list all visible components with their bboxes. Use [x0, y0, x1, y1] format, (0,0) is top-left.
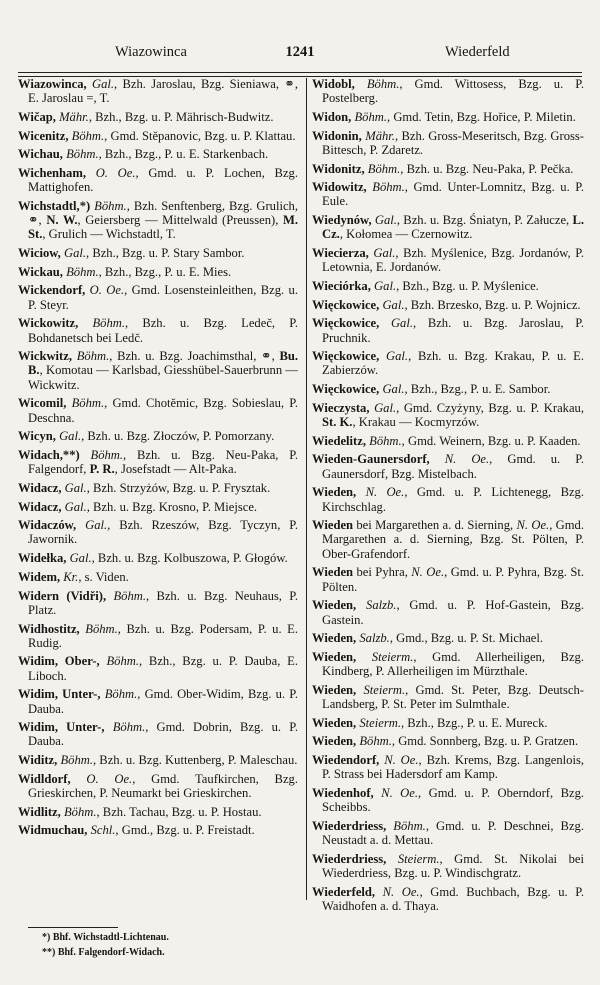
entry-headword: Widldorf,: [18, 771, 71, 786]
entry-text: [80, 448, 91, 462]
gazetteer-entry: [18, 551, 298, 565]
entry-region: Gal.: [390, 316, 413, 331]
entry-text: , Gmd. u. P. Pyhra, Bzg. St. Pölten.: [322, 565, 584, 594]
gazetteer-entry: [18, 500, 298, 514]
entry-region: Böhm.: [372, 180, 405, 195]
entry-region: Böhm.: [71, 128, 105, 143]
entry-region: N. Oe.: [516, 518, 550, 533]
entry-region: Böhm.: [104, 687, 138, 702]
entry-region: Gal.: [373, 246, 396, 261]
gazetteer-entry: [18, 77, 298, 105]
entry-headword: Wickwitz,: [18, 349, 72, 364]
entry-text: , Bzh. u. Bzg. Krakau, P. u. E. Zabierzów.: [322, 349, 584, 378]
entry-text: , Gmd. u. P. Lichtenegg, Bzg. Kirchschlag.: [322, 485, 584, 514]
gazetteer-entry: [312, 401, 584, 429]
entry-text: , Bzh., Bzg., P. u. E. Mureck.: [400, 715, 548, 730]
entry-railway: Bu. B.: [28, 349, 298, 378]
entry-headword: Więckowice,: [312, 349, 380, 364]
footnote-2: **) Bhf. Falgendorf-Widach.: [42, 947, 165, 958]
entry-headword: Wiedendorf,: [312, 753, 380, 768]
gazetteer-entry: [18, 265, 298, 279]
entry-headword: Widonin,: [312, 128, 362, 143]
entry-text: , Bzh. u. Bzg. Złoczów, P. Pomorzany.: [81, 429, 275, 444]
entry-region: Gal.: [64, 499, 87, 514]
entry-text: , Kołomea — Czernowitz.: [339, 227, 473, 242]
gazetteer-entry: [18, 823, 298, 837]
gazetteer-entry: [312, 162, 584, 176]
entry-text: , Bzh. u. Bzg. Neu-Paka, P. Pečka.: [400, 161, 574, 176]
gazetteer-entry: [18, 448, 298, 476]
gazetteer-entry: [312, 452, 584, 480]
gazetteer-entry: [18, 147, 298, 161]
right-column: [312, 77, 584, 918]
entry-text: , Bzh., Bzg. u. P. Myślenice.: [396, 278, 539, 293]
entry-region: Schl.: [90, 823, 116, 838]
entry-text: [76, 518, 85, 532]
gazetteer-entry: [18, 110, 298, 124]
entry-text: [375, 885, 383, 899]
entry-region: Gal.: [69, 551, 92, 566]
entry-text: , Bzh., Bzg., P. u. E. Mies.: [98, 264, 232, 279]
entry-headword: Wieden,: [312, 485, 357, 500]
entry-railway: N. W.: [46, 213, 78, 228]
entry-region: N. Oe.: [411, 565, 445, 580]
entry-text: [86, 166, 96, 180]
entry-headword: Widonitz,: [312, 161, 365, 176]
entry-region: Gal.: [382, 297, 405, 312]
gazetteer-entry: [312, 180, 584, 208]
entry-headword: Wickowitz,: [18, 316, 79, 331]
gazetteer-entry: [312, 598, 584, 626]
entry-region: Böhm.: [367, 161, 401, 176]
gazetteer-entry: [18, 246, 298, 260]
entry-headword: Widacz,: [18, 480, 62, 495]
gazetteer-entry: [312, 485, 584, 513]
entry-text: , Bzh. Rzeszów, Bzg. Tyczyn, P. Jawornik.: [28, 518, 298, 547]
entry-headword: Widem,: [18, 569, 61, 584]
entry-text: , Bzh. u. Bzg. Neu-Paka, P. Falgendorf,: [28, 447, 298, 477]
gazetteer-entry: [312, 110, 584, 124]
entry-region: Gal.: [63, 246, 87, 261]
gazetteer-entry: [312, 246, 584, 274]
entry-region: Gal.: [64, 480, 87, 495]
entry-region: Steierm.: [371, 649, 414, 664]
gazetteer-entry: [312, 885, 584, 913]
gazetteer-entry: [18, 349, 298, 392]
entry-headword: Widlitz,: [18, 804, 61, 819]
entry-text: , Gmd., Bzg. u. P. Freistadt.: [115, 823, 255, 838]
entry-region: Böhm.: [106, 654, 139, 669]
entry-headword: Więckowice,: [312, 316, 380, 331]
entry-text: [430, 452, 445, 466]
entry-text: , Gmd. Taufkirchen, Bzg. Grieskirchen, P. Neumarkt bei Grieskirchen.: [28, 771, 298, 801]
gazetteer-entry: [18, 753, 298, 767]
entry-region: Gal.: [92, 77, 115, 91]
entry-text: , Gmd. St. Nikolai bei Wiederdriess, Bzg. u. P. Windischgratz.: [322, 851, 584, 881]
entry-text: , Bzh. Krems, Bzg. Langenlois, P. Strass bei Hadersdorf am Kamp.: [322, 753, 584, 782]
entry-region: Gal.: [374, 213, 397, 228]
entry-headword: Widełka,: [18, 551, 67, 566]
entry-headword: Widitz,: [18, 753, 58, 768]
entry-text: , Bzh., Bzg. u. P. Dauba, E. Liboch.: [28, 654, 298, 683]
gazetteer-entry: [312, 434, 584, 448]
entry-text: , Gmd. u. P. Gaunersdorf, Bzg. Mistelbach.: [322, 452, 585, 481]
gazetteer-entry: [18, 316, 298, 344]
entry-text: , Gmd. Allerheiligen, Bzg. Kindberg, P. Allerheiligen im Mürzthale.: [322, 649, 584, 679]
entry-region: Kr.: [63, 569, 79, 584]
entry-text: , Gmd. Wittosess, Bzg. u. P. Postelberg.: [322, 77, 584, 106]
entry-headword: Widern (Vidři),: [18, 588, 107, 603]
entry-region: Böhm.: [66, 264, 99, 279]
header-rule: [18, 72, 582, 73]
entry-headword: Widobl,: [312, 77, 355, 91]
gazetteer-entry: [18, 622, 298, 650]
gazetteer-entry: [312, 298, 584, 312]
entry-text: , Gmd. Unter-Lomnitz, Bzg. u. P. Eule.: [322, 180, 585, 209]
entry-region: Steierm.: [359, 715, 401, 730]
entry-region: Mähr.: [59, 109, 89, 124]
entry-headword: Widaczów,: [18, 518, 77, 533]
gazetteer-entry: [18, 166, 298, 194]
gazetteer-entry: [312, 786, 584, 814]
entry-railway: M. St.: [28, 213, 299, 242]
entry-text: , Gmd. Dobrin, Bzg. u. P. Dauba.: [28, 720, 298, 749]
header-left-keyword: Wiazowinca: [115, 44, 187, 60]
entry-text: , Gmd. u. P. Deschnei, Bzg. Neustadt a. d. Mettau.: [322, 818, 584, 848]
entry-headword: Widim, Unter-,: [18, 720, 105, 735]
gazetteer-entry: [18, 396, 298, 424]
gazetteer-entry: [18, 199, 298, 242]
entry-region: Gal.: [374, 278, 397, 293]
entry-headword: Widon,: [312, 109, 352, 124]
gazetteer-entry: [312, 734, 584, 748]
entry-region: Gal.: [85, 518, 108, 533]
entry-headword: Widacz,: [18, 499, 62, 514]
entry-headword: Widim, Ober-,: [18, 654, 100, 669]
entry-region: Gal.: [59, 429, 82, 444]
entry-text: , Gmd. Losensteinleithen, Bzg. u. P. Steyr.: [28, 283, 298, 312]
entry-headword: Wiederdriess,: [312, 851, 387, 866]
entry-region: Salzb.: [366, 598, 397, 613]
entry-region: Böhm.: [71, 396, 105, 411]
entry-text: , Grulich — Wichstadtl, T.: [42, 227, 176, 242]
entry-region: Böhm.: [112, 720, 146, 735]
entry-region: Böhm.: [366, 77, 400, 91]
entry-text: , Gmd. Czyżyny, Bzg. u. P. Krakau,: [396, 400, 584, 415]
entry-text: , Krakau — Kocmyrzów.: [352, 415, 480, 430]
entry-region: N. Oe.: [365, 485, 405, 500]
entry-region: Böhm.: [369, 433, 402, 448]
entry-text: [105, 720, 113, 734]
entry-text: , Bzh. u. Bzg. Ledeč, P. Bohdanetsch bei Ledč.: [28, 316, 298, 345]
entry-text: , Gmd. Stěpanovic, Bzg. u. P. Klattau.: [104, 128, 296, 143]
entry-region: O. Oe.: [86, 771, 133, 786]
gazetteer-entry: [18, 687, 298, 715]
entry-text: [356, 598, 366, 612]
gazetteer-entry: [312, 279, 584, 293]
entry-headword: Wieden: [312, 565, 354, 580]
entry-headword: Więckowice,: [312, 297, 380, 312]
entry-headword: Widhostitz,: [18, 621, 80, 636]
entry-headword: Wichau,: [18, 147, 63, 162]
entry-text: , Josefstadt — Alt-Paka.: [114, 462, 237, 477]
entry-text: , Gmd. Tetin, Bzg. Hořice, P. Miletin.: [387, 109, 576, 124]
entry-headword: Więckowice,: [312, 382, 380, 397]
footnote-1: *) Bhf. Wichstadtl-Lichtenau.: [42, 932, 169, 943]
left-column: [18, 77, 298, 842]
entry-text: , Gmd., Bzg. u. P. St. Michael.: [389, 631, 544, 646]
entry-text: , Bzh. Brzesko, Bzg. u. P. Wojnicz.: [404, 297, 581, 312]
gazetteer-entry: [312, 631, 584, 645]
entry-region: Böhm.: [76, 349, 110, 364]
entry-text: , Bzh., Bzg., P. u. E. Starkenbach.: [98, 147, 269, 162]
page-header: [20, 12, 580, 60]
entry-text: , Gmd. Sonnberg, Bzg. u. P. Gratzen.: [391, 734, 579, 749]
gazetteer-entry: [18, 570, 298, 584]
entry-region: Böhm.: [60, 753, 93, 768]
entry-text: , Gmd. Chotěmic, Bzg. Sobieslau, P. Deschna.: [28, 396, 299, 425]
entry-region: Böhm.: [63, 804, 97, 819]
entry-headword: Wichenham,: [18, 166, 86, 181]
entry-headword: Wickendorf,: [18, 283, 86, 298]
entry-headword: Wieden,: [312, 631, 357, 646]
entry-text: , Bzh. Myślenice, Bzg. Jordanów, P. Letownia, E. Jordanów.: [322, 246, 585, 275]
entry-region: Gal.: [386, 349, 409, 364]
entry-text: , Bzh. u. Bzg. Krosno, P. Miejsce.: [86, 499, 258, 514]
entry-headword: Wiciow,: [18, 246, 61, 261]
entry-text: , Gmd. u. P. Hof-Gastein, Bzg. Gastein.: [322, 598, 584, 627]
entry-text: [356, 650, 372, 664]
entry-headword: Wieden-Gaunersdorf,: [312, 452, 430, 467]
entry-text: , Bzh., Bzg. u. P. Stary Sambor.: [86, 246, 245, 261]
entry-text: , Gmd. u. P. Oberndorf, Bzg. Scheibbs.: [322, 786, 585, 815]
entry-text: , Bzh. u. Bzg. Joachimsthal, ⚭,: [109, 349, 280, 364]
gazetteer-entry: [18, 518, 298, 546]
entry-text: , s. Viden.: [78, 569, 129, 584]
entry-railway: St. K.: [322, 415, 353, 430]
gazetteer-entry: [312, 753, 584, 781]
gazetteer-entry: [312, 650, 584, 678]
gazetteer-entry: [312, 852, 584, 880]
gazetteer-entry: [312, 316, 584, 344]
gazetteer-entry: [18, 805, 298, 819]
entry-text: , Bzh. u. Bzg. Podersam, P. u. E. Rudig.: [28, 621, 298, 650]
entry-region: Böhm.: [66, 147, 99, 162]
gazetteer-entry: [312, 77, 584, 105]
entry-headword: Wiazowinca,: [18, 77, 87, 91]
entry-region: Böhm.: [359, 734, 392, 749]
entry-text: , Komotau — Karlsbad, Giesshübel-Sauerbrunn — Wickwitz.: [28, 363, 298, 392]
entry-text: , Bzh. u. Bzg. Jaroslau, P. Pruchnik.: [322, 316, 584, 345]
entry-headword: Widim, Unter-,: [18, 687, 101, 702]
entry-text: , Bzh., Bzg. u. P. Mährisch-Budwitz.: [88, 109, 274, 124]
entry-headword: Wiederdriess,: [312, 818, 387, 833]
entry-headword: Wiedenhof,: [312, 786, 374, 801]
entry-text: , Bzh. u. Bzg. Śniatyn, P. Załucze,: [396, 213, 573, 228]
entry-region: Böhm.: [92, 316, 125, 331]
entry-region: N. Oe.: [384, 753, 419, 768]
entry-text: [71, 772, 87, 786]
entry-region: N. Oe.: [444, 452, 490, 467]
entry-text: [379, 316, 391, 330]
gazetteer-entry: [312, 518, 584, 561]
entry-text: , Gmd. Weinern, Bzg. u. P. Kaaden.: [401, 433, 581, 448]
entry-headword: Wicomil,: [18, 396, 67, 411]
entry-headword: Widmuchau,: [18, 823, 88, 838]
gazetteer-entry: [312, 382, 584, 396]
entry-region: Mähr.: [365, 128, 395, 143]
entry-headword: Wiedynów,: [312, 213, 372, 228]
entry-text: , Gmd. Ober-Widim, Bzg. u. P. Dauba.: [28, 687, 298, 716]
entry-text: [386, 852, 398, 866]
entry-text: , Gmd. u. P. Lochen, Bzg. Mattighofen.: [28, 166, 298, 195]
page-number: 1241: [285, 44, 315, 60]
entry-text: , Bzh. u. Bzg. Kolbuszowa, P. Głogów.: [91, 551, 288, 566]
entry-headword: Wieden,: [312, 682, 357, 697]
entry-text: , Bzh. Jaroslau, Bzg. Sieniawa, ⚭, E. Jaroslau =, T.: [28, 77, 298, 106]
entry-text: [355, 77, 367, 91]
entry-text: , Bzh. u. Bzg. Neuhaus, P. Platz.: [28, 588, 298, 617]
column-divider: [306, 78, 307, 900]
gazetteer-entry: [18, 129, 298, 143]
entry-text: , Bzh. Senftenberg, Bzg. Grulich, ⚭,: [28, 198, 299, 228]
entry-text: , Bzh. u. Bzg. Kuttenberg, P. Maleschau.: [93, 753, 298, 768]
entry-region: Gal.: [382, 382, 405, 397]
entry-headword: Wieden,: [312, 734, 357, 749]
entry-headword: Widowitz,: [312, 180, 367, 195]
entry-region: Böhm.: [94, 198, 127, 213]
entry-text: , Gmd. St. Peter, Bzg. Deutsch-Landsberg, P. St. Peter im Sulmthale.: [322, 682, 585, 712]
entry-region: O. Oe.: [89, 283, 125, 298]
entry-text: [78, 316, 92, 330]
entry-text: bei Margarethen a. d. Sierning,: [353, 518, 517, 533]
entry-headword: Wickau,: [18, 264, 63, 279]
entry-headword: Wieden,: [312, 598, 357, 613]
entry-headword: Wieczysta,: [312, 400, 370, 415]
entry-region: O. Oe.: [95, 166, 136, 181]
gazetteer-entry: [312, 683, 584, 711]
entry-headword: Wiederfeld,: [312, 884, 376, 899]
entry-region: Gal.: [374, 400, 397, 415]
entry-text: , Bzh. Gross-Meseritsch, Bzg. Gross-Bittesch, P. Zdaretz.: [322, 128, 584, 157]
gazetteer-entry: [18, 429, 298, 443]
entry-headword: Wichstadtl,*): [18, 198, 91, 213]
gazetteer-entry: [18, 589, 298, 617]
gazetteer-entry: [18, 772, 298, 800]
entry-region: N. Oe.: [382, 884, 420, 899]
gazetteer-entry: [312, 349, 584, 377]
gazetteer-entry: [18, 654, 298, 682]
entry-text: , Bzh., Bzg., P. u. E. Sambor.: [404, 382, 551, 397]
entry-headword: Wieden,: [312, 649, 357, 664]
entry-text: [356, 485, 365, 499]
entry-text: bei Pyhra,: [353, 565, 412, 580]
entry-text: , Gmd. Margarethen a. d. Sierning, Bzg. St. Pölten, P. Ober-Grafendorf.: [322, 518, 584, 561]
entry-region: Böhm.: [85, 621, 118, 636]
gazetteer-entry: [18, 481, 298, 495]
gazetteer-entry: [312, 716, 584, 730]
entry-region: Böhm.: [113, 588, 146, 603]
entry-headword: Wicyn,: [18, 429, 56, 444]
entry-headword: Wieden,: [312, 715, 357, 730]
entry-railway: P. R.: [89, 462, 115, 477]
entry-text: , Bzh. Strzyżów, Bzg. u. P. Frysztak.: [86, 480, 271, 495]
entry-region: Salzb.: [359, 631, 390, 646]
entry-region: Böhm.: [354, 109, 388, 124]
entry-region: Steierm.: [363, 682, 406, 697]
entry-region: Böhm.: [90, 447, 124, 462]
entry-region: N. Oe.: [381, 786, 419, 801]
entry-headword: Wieciórka,: [312, 278, 371, 293]
entry-region: Böhm.: [393, 818, 426, 833]
entry-headword: Wiedelitz,: [312, 433, 366, 448]
gazetteer-entry: [312, 565, 584, 593]
entry-region: Steierm.: [397, 851, 440, 866]
gazetteer-entry: [312, 213, 584, 241]
footnote-rule: [28, 927, 118, 928]
entry-headword: Wieden: [312, 518, 354, 533]
entry-headword: Wičap,: [18, 109, 56, 124]
entry-text: , Gmd. Buchbach, Bzg. u. P. Waidhofen a. d. Thaya.: [322, 884, 585, 913]
entry-headword: Wicenitz,: [18, 128, 69, 143]
entry-headword: Wiecierza,: [312, 246, 369, 261]
entry-headword: Widach,**): [18, 447, 80, 462]
entry-text: , Bzh. Tachau, Bzg. u. P. Hostau.: [96, 804, 262, 819]
gazetteer-entry: [18, 283, 298, 311]
header-right-keyword: Wiederfeld: [445, 44, 510, 60]
entry-railway: L. Cz.: [322, 213, 584, 242]
gazetteer-entry: [312, 129, 584, 157]
entry-text: , Geiersberg — Mittelwald (Preussen),: [77, 213, 283, 228]
gazetteer-entry: [18, 720, 298, 748]
gazetteer-entry: [312, 819, 584, 847]
